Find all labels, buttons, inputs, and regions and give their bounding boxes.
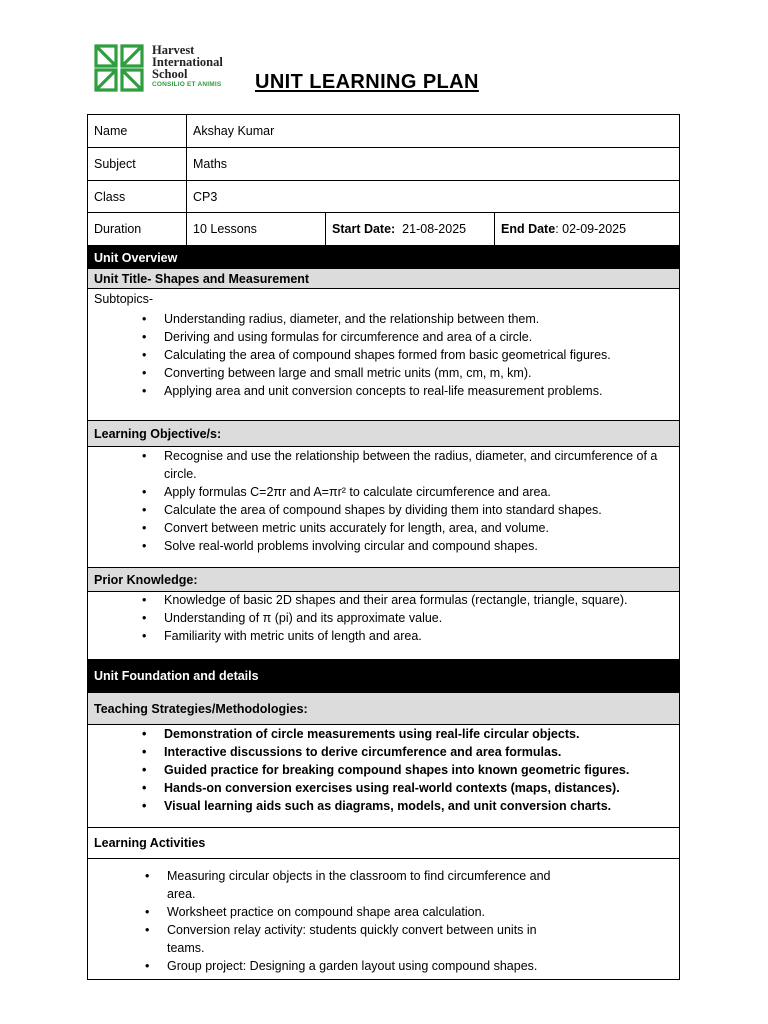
- list-item: • Deriving and using formulas for circumference and area of a circle.: [142, 330, 533, 344]
- prior-knowledge-heading: Prior Knowledge:: [88, 568, 679, 592]
- strategies-list: [142, 725, 674, 815]
- bullet-icon: •: [142, 366, 147, 380]
- bullet-icon: •: [142, 348, 147, 362]
- end-date-value: : 02-09-2025: [555, 222, 627, 236]
- list-item: • Measuring circular objects in the classroom to find circumference and area.: [145, 869, 551, 901]
- start-date-value: 21-08-2025: [402, 222, 467, 236]
- bullet-icon: •: [145, 923, 150, 937]
- list-item: • Calculating the area of compound shapes formed from basic geometrical figures.: [142, 348, 611, 362]
- duration-value: 10 Lessons: [186, 213, 325, 245]
- unit-plan-table: [87, 114, 680, 980]
- activities-heading: Learning Activities: [88, 828, 679, 859]
- bullet-icon: •: [142, 727, 147, 741]
- duration-row: [88, 213, 679, 246]
- activities-list: [145, 867, 567, 975]
- unit-foundation-heading: Unit Foundation and details: [88, 659, 679, 693]
- list-item: • Convert between metric units accurately for length, area, and volume.: [142, 521, 549, 535]
- class-value: CP3: [186, 181, 679, 212]
- list-item: • Converting between large and small metric units (mm, cm, m, km).: [142, 366, 532, 380]
- page-title: UNIT LEARNING PLAN: [255, 71, 479, 93]
- class-row: [88, 181, 679, 213]
- list-item: • Understanding radius, diameter, and the relationship between them.: [142, 312, 540, 326]
- bullet-icon: •: [142, 539, 147, 553]
- bullet-icon: •: [142, 312, 147, 326]
- list-item: • Calculate the area of compound shapes by dividing them into standard shapes.: [142, 503, 602, 517]
- name-label: Name: [94, 124, 128, 138]
- objectives-list: [142, 447, 672, 555]
- start-date: [325, 213, 494, 245]
- subtopics-list: [142, 310, 674, 400]
- bullet-icon: •: [142, 503, 147, 517]
- name-value: Akshay Kumar: [186, 115, 679, 147]
- bullet-icon: •: [142, 384, 147, 398]
- school-motto: CONSILIO ET ANIMIS: [152, 81, 222, 88]
- bullet-icon: •: [142, 763, 147, 777]
- list-item: • Hands-on conversion exercises using real-world contexts (maps, distances).: [142, 781, 620, 795]
- list-item: • Group project: Designing a garden layout using compound shapes.: [145, 959, 538, 973]
- subject-row: [88, 148, 679, 181]
- bullet-icon: •: [142, 629, 147, 643]
- bullet-icon: •: [145, 959, 150, 973]
- duration-label: Duration: [94, 222, 142, 236]
- unit-title: Unit Title- Shapes and Measurement: [88, 269, 679, 289]
- subtopics-label: Subtopics-: [94, 292, 154, 306]
- bullet-icon: •: [142, 521, 147, 535]
- list-item: • Understanding of π (pi) and its approximate value.: [142, 611, 443, 625]
- class-label: Class: [94, 189, 126, 204]
- bullet-icon: •: [145, 869, 150, 883]
- subject-label: Subject: [94, 157, 136, 171]
- list-item: • Guided practice for breaking compound shapes into known geometric figures.: [142, 763, 630, 777]
- bullet-icon: •: [142, 485, 147, 499]
- list-item: • Applying area and unit conversion concepts to real-life measurement problems.: [142, 384, 603, 398]
- list-item: • Knowledge of basic 2D shapes and their area formulas (rectangle, triangle, square).: [142, 593, 628, 607]
- end-date-label: End Date: [501, 222, 556, 236]
- start-date-label: Start Date:: [332, 222, 396, 236]
- bullet-icon: •: [142, 745, 147, 759]
- list-item: • Visual learning aids such as diagrams, models, and unit conversion charts.: [142, 799, 612, 813]
- bullet-icon: •: [145, 905, 150, 919]
- bullet-icon: •: [142, 799, 147, 813]
- bullet-icon: •: [142, 611, 147, 625]
- list-item: • Familiarity with metric units of length and area.: [142, 629, 422, 643]
- school-name: Harvest International School: [152, 43, 223, 81]
- list-item: • Recognise and use the relationship between the radius, diameter, and circumference of a circle.: [142, 449, 658, 481]
- list-item: • Interactive discussions to derive circumference and area formulas.: [142, 745, 562, 759]
- bullet-icon: •: [142, 781, 147, 795]
- end-date: [494, 213, 679, 245]
- prior-knowledge-list: [142, 591, 674, 645]
- list-item: • Apply formulas C=2πr and A=πr² to calculate circumference and area.: [142, 485, 551, 499]
- list-item: • Conversion relay activity: students quickly convert between units in teams.: [145, 923, 537, 955]
- objectives-heading: Learning Objective/s:: [88, 421, 679, 447]
- list-item: • Solve real-world problems involving circular and compound shapes.: [142, 539, 538, 553]
- bullet-icon: •: [142, 593, 147, 607]
- unit-overview-heading: Unit Overview: [88, 246, 679, 269]
- subject-value: Maths: [186, 148, 679, 180]
- school-logo-icon: [92, 42, 148, 92]
- bullet-icon: •: [142, 449, 147, 463]
- name-row: [88, 115, 679, 148]
- list-item: • Demonstration of circle measurements using real-life circular objects.: [142, 727, 580, 741]
- strategies-heading: Teaching Strategies/Methodologies:: [88, 693, 679, 725]
- bullet-icon: •: [142, 330, 147, 344]
- list-item: • Worksheet practice on compound shape area calculation.: [145, 905, 486, 919]
